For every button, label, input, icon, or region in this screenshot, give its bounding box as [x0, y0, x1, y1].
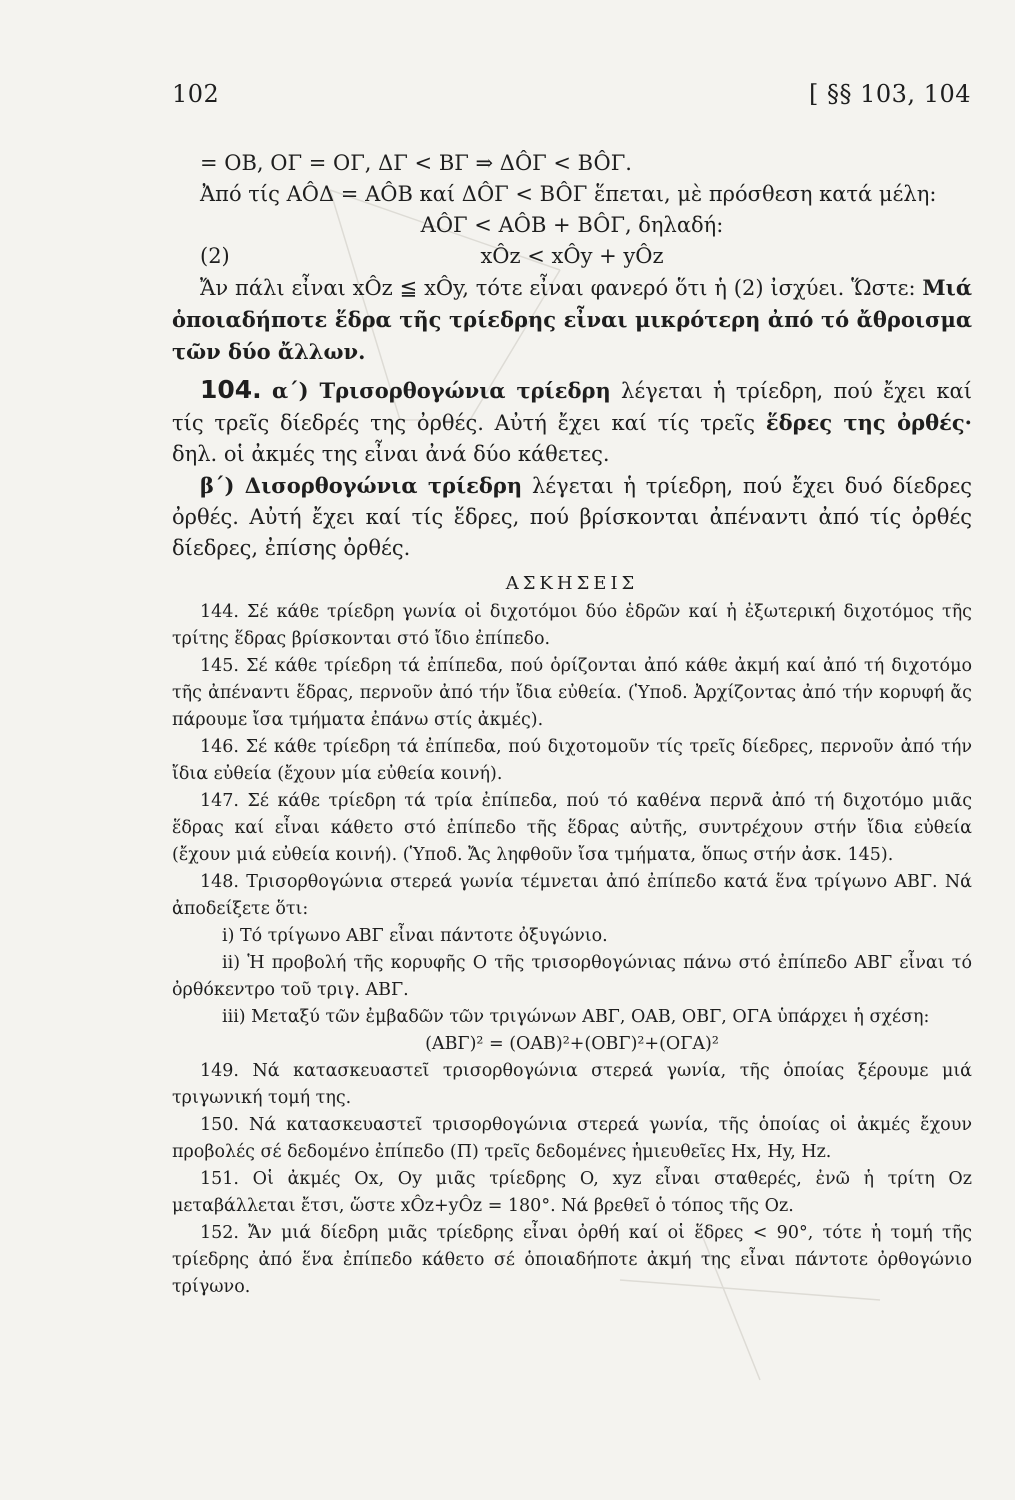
term-biorthogonal: β΄) Δισορθογώνια τρίεδρη [200, 473, 523, 498]
equation-body: xÔz < xÔy + yÔz [480, 244, 664, 268]
def-104b: λέγεται ἡ τρίεδρη, πού ἔχει δυό δίεδρες ὀρθές. Αὐτή ἔχει καί τίς ἕδρες, πού βρίσκονται ἀπέναντι ἀπό τίς ὀρθές δίεδρες, ἐπίσης ὀρθές. [172, 474, 972, 560]
exercise-150: 150. Νά κατασκευαστεῖ τρισορθογώνια στερεά γωνία, τῆς ὁποίας οἱ ἀκμές ἔχουν προβολές σέ δεδομένο ἐπίπεδο (Π) τρεῖς δεδομένες ἡμιευθεῖες Hx, Hy, Hz. [172, 1115, 972, 1162]
exercise-148-iii: iii) Μεταξύ τῶν ἐμβαδῶν τῶν τριγώνων ΑΒΓ, ΟΑΒ, ΟΒΓ, ΟΓΑ ὑπάρχει ἡ σχέση: [222, 1007, 930, 1027]
section-104b [172, 470, 972, 564]
conclusion-bold: Μιά ὁποιαδήποτε ἕδρα τῆς τρίεδρης εἶναι μικρότερη ἀπό τό ἄθροισμα τῶν δύο ἄλλων. [172, 275, 972, 364]
exercise-151: 151. Οἱ ἀκμές Ox, Oy μιᾶς τρίεδρης O, xyz εἶναι σταθερές, ἐνῶ ἡ τρίτη Oz μεταβάλλεται ἔτσι, ὥστε xÔz+yÔz = 180°. Νά βρεθεῖ ὁ τόπος τῆς Oz. [172, 1169, 972, 1216]
exercise-148-ii: ii) Ἡ προβολή τῆς κορυφῆς O τῆς τρισορθογώνιας πάνω στό ἐπίπεδο ΑΒΓ εἶναι τό ὀρθόκεντρο τοῦ τριγ. ΑΒΓ. [172, 953, 972, 1000]
line-1: = OB, OΓ = OΓ, ΔΓ < BΓ ⇒ ΔÔΓ < BÔΓ. [200, 151, 632, 175]
def-104a-bold: ἕδρες της ὀρθές· [765, 410, 972, 435]
exercise-148: 148. Τρισορθογώνια στερεά γωνία τέμνεται ἀπό ἐπίπεδο κατά ἕνα τρίγωνο ΑΒΓ. Νά ἀποδείξετε ὅτι: [172, 872, 972, 919]
def-104a: λέγεται ἡ τρίεδρη, πού ἔχει καί τίς τρεῖς δίεδρές της ὀρθές. Αὐτή ἔχει καί τίς τρεῖς [172, 379, 972, 435]
page-header [172, 80, 971, 108]
exercise-144: 144. Σέ κάθε τρίεδρη γωνία οἱ διχοτόμοι δύο ἑδρῶν καί ἡ ἐξωτερική διχοτόμος τῆς τρίτης ἕδρας βρίσκονται στό ἴδιο ἐπίπεδο. [172, 602, 972, 649]
section-reference: [ §§ 103, 104 [809, 80, 971, 108]
line-2: Ἀπό τίς AÔΔ = AÔB καί ΔÔΓ < BÔΓ ἕπεται, μὲ πρόσθεση κατά μέλη: [200, 182, 937, 206]
exercise-148-equation: (ΑΒΓ)² = (ΟΑΒ)²+(ΟΒΓ)²+(ΟΓΑ)² [425, 1034, 719, 1054]
exercise-147: 147. Σέ κάθε τρίεδρη τά τρία ἐπίπεδα, πού τό καθένα περνᾶ ἀπό τή διχοτόμο μιᾶς ἕδρας καί εἶναι κάθετο στό ἐπίπεδο τῆς ἕδρας αὐτῆς, συντρέχουν στήν ἴδια εὐθεία (ἔχουν μιά εὐθεία κοινή). (Ὑποδ. Ἄς ληφθοῦν ἴσα τμήματα, ὅπως στήν ἀσκ. 145). [172, 791, 972, 865]
exercise-146: 146. Σέ κάθε τρίεδρη τά ἐπίπεδα, πού διχοτομοῦν τίς τρεῖς δίεδρες, περνοῦν ἀπό τήν ἴδια εὐθεία (ἔχουν μία εὐθεία κοινή). [172, 737, 972, 784]
term-trisorthogonal: α΄) Τρισορθογώνια τρίεδρη [272, 378, 611, 403]
exercise-149: 149. Νά κατασκευαστεῖ τρισορθογώνια στερεά γωνία, τῆς ὁποίας ξέρουμε μιά τριγωνική τομή της. [172, 1061, 972, 1108]
equation-label: (2) [200, 244, 230, 268]
main-text [172, 148, 972, 1301]
conclusion-paragraph [172, 272, 972, 368]
section-number: 104. [200, 375, 262, 404]
def-104a-end: δηλ. οἱ ἀκμές της εἶναι ἀνά δύο κάθετες. [172, 442, 610, 466]
conclusion-text: Ἄν πάλι εἶναι xÔz ≦ xÔy, τότε εἶναι φανερό ὅτι ἡ (2) ἰσχύει. Ὥστε: [200, 276, 916, 300]
exercise-148-i: i) Τό τρίγωνο ΑΒΓ εἶναι πάντοτε ὀξυγώνιο. [222, 926, 608, 946]
equation-2 [172, 241, 972, 272]
exercises-heading: ΑΣΚΗΣΕΙΣ [505, 573, 639, 594]
exercise-152: 152. Ἄν μιά δίεδρη μιᾶς τρίεδρης εἶναι ὀρθή καί οἱ ἕδρες < 90°, τότε ἡ τομή τῆς τρίεδρης ἀπό ἕνα ἐπίπεδο κάθετο σέ ὁποιαδήποτε ἀκμή της εἶναι πάντοτε ὀρθογώνιο τρίγωνο. [172, 1223, 972, 1297]
line-3: AÔΓ < AÔB + BÔΓ, δηλαδή: [420, 213, 724, 237]
exercise-145: 145. Σέ κάθε τρίεδρη τά ἐπίπεδα, πού ὁρίζονται ἀπό κάθε ἀκμή καί ἀπό τή διχοτόμο τῆς ἀπέναντι ἕδρας, περνοῦν ἀπό τήν ἴδια εὐθεία. (Ὑποδ. Ἀρχίζοντας ἀπό τήν κορυφή ἄς πάρουμε ἴσα τμήματα ἐπάνω στίς ἀκμές). [172, 656, 972, 730]
section-104a [172, 374, 972, 470]
page-number: 102 [172, 80, 220, 108]
